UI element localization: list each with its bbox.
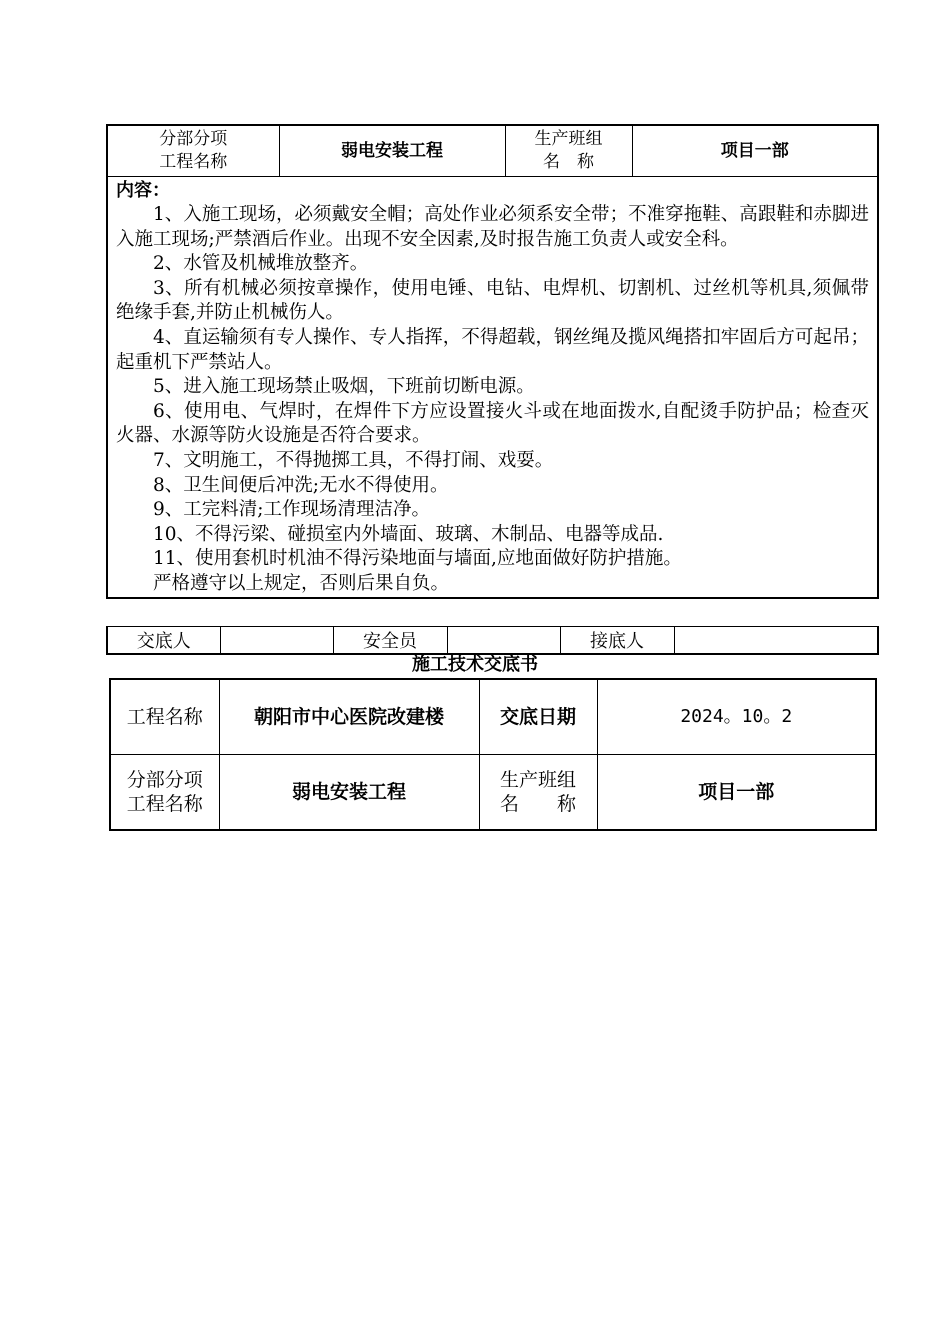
technical-briefing-header-table bbox=[109, 678, 877, 831]
safety-briefing-table bbox=[106, 124, 879, 599]
subproject-label-line2: 工程名称 bbox=[126, 793, 203, 815]
content-item: 4、直运输须有专人操作、专人指挥，不得超载，钢丝绳及揽风绳搭扣牢固后方可起吊；起重机下严禁站人。 bbox=[116, 326, 869, 373]
content-closing: 严格遵守以上规定，否则后果自负。 bbox=[153, 572, 450, 594]
team-label-line2: 名 称 bbox=[543, 152, 594, 172]
content-item: 9、工完料清;工作现场清理洁净。 bbox=[153, 499, 431, 521]
content-item: 6、使用电、气焊时，在焊件下方应设置接火斗或在地面拨水,自配烫手防护品；检查灭火器、水源等防火设施是否符合要求。 bbox=[116, 400, 869, 447]
briefing-date-value: 2024。10。2 bbox=[597, 679, 876, 755]
content-cell bbox=[107, 177, 878, 598]
project-name-label: 工程名称 bbox=[110, 679, 219, 755]
subproject-label-cell bbox=[110, 755, 219, 831]
subproject-value: 弱电安装工程 bbox=[219, 755, 479, 831]
project-label-line1: 分部分项 bbox=[159, 129, 228, 149]
content-item: 8、卫生间便后冲洗;无水不得使用。 bbox=[153, 474, 449, 496]
team-label-2-line2: 名 称 bbox=[499, 793, 576, 815]
team-label-cell-2 bbox=[479, 755, 597, 831]
briefing-date-label: 交底日期 bbox=[479, 679, 597, 755]
project-label-cell bbox=[107, 125, 279, 177]
safety-officer-value bbox=[447, 627, 560, 655]
content-item: 5、进入施工现场禁止吸烟，下班前切断电源。 bbox=[153, 376, 535, 398]
content-item: 3、所有机械必须按章操作，使用电锤、电钻、电焊机、切割机、过丝机等机具,须佩带绝缘手套,并防止机械伤人。 bbox=[116, 277, 869, 324]
team-label-cell bbox=[505, 125, 632, 177]
content-item: 7、文明施工，不得抛掷工具，不得打闹、戏耍。 bbox=[153, 449, 554, 471]
team-value-2: 项目一部 bbox=[597, 755, 876, 831]
team-label-line1: 生产班组 bbox=[534, 129, 603, 149]
project-value: 弱电安装工程 bbox=[279, 125, 505, 177]
subproject-label-line1: 分部分项 bbox=[126, 769, 203, 791]
team-value: 项目一部 bbox=[632, 125, 878, 177]
content-item: 11、使用套机时机油不得污染地面与墙面,应地面做好防护措施。 bbox=[153, 548, 682, 570]
content-item: 2、水管及机械堆放整齐。 bbox=[153, 253, 369, 275]
receiver-label: 接底人 bbox=[560, 627, 674, 655]
content-item: 1、入施工现场，必须戴安全帽；高处作业必须系安全带；不准穿拖鞋、高跟鞋和赤脚进入施工现场;严禁酒后作业。出现不安全因素,及时报告施工负责人或安全科。 bbox=[116, 204, 869, 250]
signature-table bbox=[106, 626, 879, 655]
team-label-2-line1: 生产班组 bbox=[499, 769, 576, 791]
handover-label: 交底人 bbox=[107, 627, 220, 655]
content-title: 内容： bbox=[116, 180, 170, 201]
project-name-value: 朝阳市中心医院改建楼 bbox=[219, 679, 479, 755]
handover-value bbox=[220, 627, 333, 655]
project-label-line2: 工程名称 bbox=[159, 152, 228, 172]
document-title: 施工技术交底书 bbox=[412, 654, 538, 675]
receiver-value bbox=[674, 627, 878, 655]
safety-officer-label: 安全员 bbox=[333, 627, 447, 655]
content-item: 10、不得污梁、碰损室内外墙面、玻璃、木制品、电器等成品. bbox=[153, 523, 664, 545]
